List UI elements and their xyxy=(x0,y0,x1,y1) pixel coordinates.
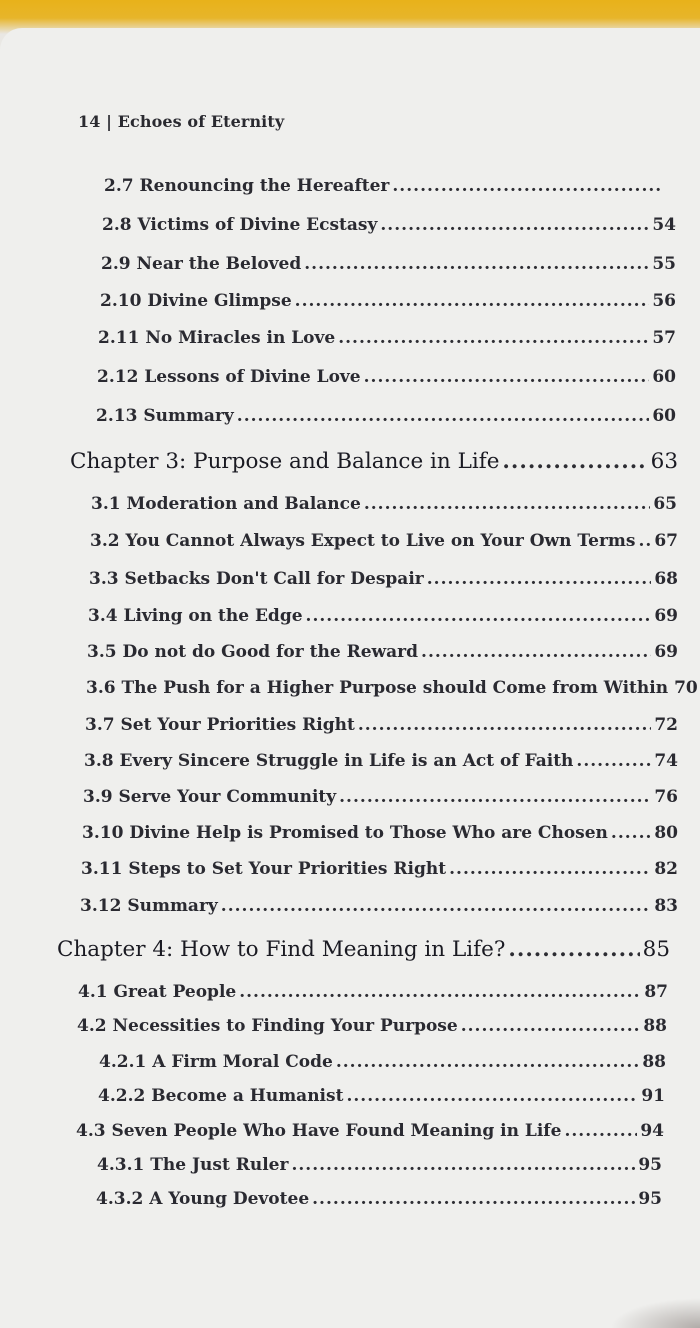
toc-leader-dots xyxy=(364,367,650,387)
toc-leader-dots xyxy=(336,1052,640,1072)
toc-entry-label: 3.5 Do not do Good for the Reward xyxy=(87,642,419,662)
finger-shadow xyxy=(610,1298,700,1328)
toc-entry xyxy=(86,678,698,698)
toc-entry xyxy=(84,751,678,771)
toc-entry-label: 3.7 Set Your Priorities Right xyxy=(85,715,355,735)
toc-entry-page: 72 xyxy=(654,715,678,735)
toc-leader-dots xyxy=(502,449,647,474)
toc-entry-label: 4.2.1 A Firm Moral Code xyxy=(99,1052,333,1072)
toc-entry-page: 69 xyxy=(654,606,678,626)
toc-leader-dots xyxy=(638,531,651,551)
toc-entry-page: 63 xyxy=(650,449,678,474)
toc-entry-page: 60 xyxy=(652,406,676,426)
toc-entry-label: 4.2.2 Become a Humanist xyxy=(98,1086,344,1106)
toc-entry xyxy=(96,1189,662,1209)
toc-leader-dots xyxy=(564,1121,637,1141)
toc-entry-page: 65 xyxy=(653,494,677,514)
toc-entry xyxy=(104,176,664,196)
toc-entry-page: 54 xyxy=(652,215,676,235)
toc-entry xyxy=(81,859,678,879)
toc-entry xyxy=(100,291,676,311)
toc-entry-page: 95 xyxy=(638,1189,662,1209)
toc-entry xyxy=(77,1016,667,1036)
toc-entry-page: 88 xyxy=(643,1016,667,1036)
toc-entry-page: 68 xyxy=(654,569,678,589)
toc-entry-label: 4.3 Seven People Who Have Found Meaning in Life xyxy=(76,1121,562,1141)
toc-entry xyxy=(98,1086,665,1106)
toc-leader-dots xyxy=(358,715,651,735)
toc-entry-label: 3.8 Every Sincere Struggle in Life is an Act of Faith xyxy=(84,751,574,771)
toc-leader-dots xyxy=(306,606,652,626)
toc-entry-label: 3.2 You Cannot Always Expect to Live on Your Own Terms xyxy=(90,531,636,551)
toc-leader-dots xyxy=(338,328,649,348)
toc-entry-label: Chapter 4: How to Find Meaning in Life? xyxy=(57,937,506,962)
toc-entry-page: 94 xyxy=(640,1121,664,1141)
toc-entry-page: 69 xyxy=(654,642,678,662)
toc-entry xyxy=(78,982,668,1002)
toc-entry-page: 85 xyxy=(642,937,670,962)
toc-leader-dots xyxy=(576,751,651,771)
toc-leader-dots xyxy=(461,1016,641,1036)
toc-entry-label: 2.11 No Miracles in Love xyxy=(98,328,336,348)
toc-entry-label: 4.3.1 The Just Ruler xyxy=(97,1155,289,1175)
toc-leader-dots xyxy=(427,569,652,589)
toc-leader-dots xyxy=(421,642,651,662)
toc-entry-page: 74 xyxy=(654,751,678,771)
toc-leader-dots xyxy=(449,859,651,879)
toc-entry xyxy=(91,494,677,514)
toc-entry-label: Chapter 3: Purpose and Balance in Life xyxy=(70,449,500,474)
toc-entry xyxy=(85,715,678,735)
toc-entry-page: 70 xyxy=(674,678,698,698)
toc-entry-label: 3.6 The Push for a Higher Purpose should Come from Within xyxy=(86,678,669,698)
toc-entry xyxy=(98,328,676,348)
toc-entry xyxy=(76,1121,664,1141)
toc-entry-page: 91 xyxy=(641,1086,665,1106)
toc-leader-dots xyxy=(221,896,652,916)
toc-entry-label: 2.10 Divine Glimpse xyxy=(100,291,292,311)
toc-entry xyxy=(96,406,676,426)
toc-entry-page: 95 xyxy=(638,1155,662,1175)
toc-entry-page: 67 xyxy=(654,531,678,551)
toc-entry-page: 55 xyxy=(652,254,676,274)
toc-entry xyxy=(89,569,678,589)
toc-leader-dots xyxy=(364,494,651,514)
toc-leader-dots xyxy=(346,1086,638,1106)
toc-entry-page: 57 xyxy=(652,328,676,348)
toc-entry-page: 76 xyxy=(654,787,678,807)
toc-leader-dots xyxy=(611,823,651,843)
toc-entry-label: 2.9 Near the Beloved xyxy=(101,254,302,274)
toc-entry-label: 3.4 Living on the Edge xyxy=(88,606,303,626)
toc-entry xyxy=(83,787,678,807)
toc-entry-label: 2.13 Summary xyxy=(96,406,234,426)
toc-entry xyxy=(102,215,676,235)
running-head: 14 | Echoes of Eternity xyxy=(78,112,285,131)
toc-entry-label: 4.1 Great People xyxy=(78,982,237,1002)
toc-entry xyxy=(90,531,678,551)
toc-entry-page: 83 xyxy=(654,896,678,916)
toc-leader-dots xyxy=(239,982,641,1002)
toc-entry xyxy=(99,1052,666,1072)
toc-entry xyxy=(97,1155,662,1175)
toc-entry-page: 60 xyxy=(652,367,676,387)
toc-entry-page: 87 xyxy=(644,982,668,1002)
toc-entry xyxy=(88,606,678,626)
toc-entry-label: 2.12 Lessons of Divine Love xyxy=(97,367,361,387)
toc-chapter-entry xyxy=(57,937,670,962)
toc-leader-dots xyxy=(304,254,649,274)
toc-entry-label: 4.2 Necessities to Finding Your Purpose xyxy=(77,1016,458,1036)
toc-entry-page: 80 xyxy=(654,823,678,843)
toc-leader-dots xyxy=(392,176,661,196)
toc-entry-label: 2.8 Victims of Divine Ecstasy xyxy=(102,215,378,235)
toc-entry xyxy=(80,896,678,916)
toc-entry xyxy=(87,642,678,662)
toc-entry-page: 56 xyxy=(652,291,676,311)
toc-leader-dots xyxy=(291,1155,635,1175)
toc-entry-label: 4.3.2 A Young Devotee xyxy=(96,1189,310,1209)
toc-entry-page: 82 xyxy=(654,859,678,879)
toc-leader-dots xyxy=(312,1189,635,1209)
toc-entry-label: 3.3 Setbacks Don't Call for Despair xyxy=(89,569,424,589)
toc-entry-label: 3.11 Steps to Set Your Priorities Right xyxy=(81,859,447,879)
toc-leader-dots xyxy=(380,215,649,235)
toc-leader-dots xyxy=(339,787,651,807)
toc-entry-label: 3.12 Summary xyxy=(80,896,218,916)
toc-chapter-entry xyxy=(70,449,678,474)
toc-entry-label: 2.7 Renouncing the Hereafter xyxy=(104,176,390,196)
toc-entry xyxy=(82,823,678,843)
toc-entry xyxy=(101,254,676,274)
toc-entry-label: 3.1 Moderation and Balance xyxy=(91,494,361,514)
toc-leader-dots xyxy=(508,937,639,962)
toc-entry-label: 3.9 Serve Your Community xyxy=(83,787,337,807)
toc-entry-page: 88 xyxy=(642,1052,666,1072)
toc-entry xyxy=(97,367,676,387)
toc-entry-label: 3.10 Divine Help is Promised to Those Who are Chosen xyxy=(82,823,608,843)
toc-leader-dots xyxy=(237,406,650,426)
toc-leader-dots xyxy=(295,291,650,311)
